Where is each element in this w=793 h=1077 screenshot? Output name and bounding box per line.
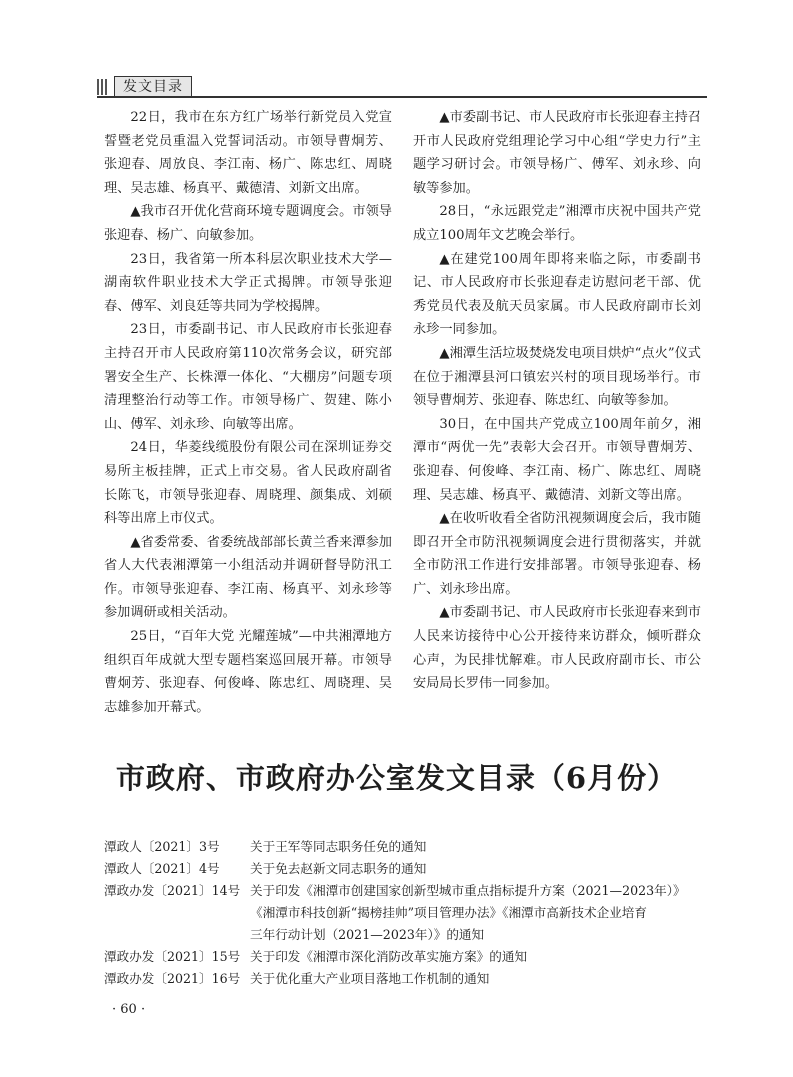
- document-list: [104, 836, 704, 990]
- document-title: 关于印发《湘潭市深化消防改革实施方案》的通知: [250, 949, 528, 964]
- news-paragraph: 25日，“百年大党 光耀莲城”—中共湘潭地方组织百年成就大型专题档案巡回展开幕。市领导曹炯芳、张迎春、何俊峰、陈忠红、周晓理、吴志雄参加开幕式。: [104, 629, 392, 715]
- document-title-continued: 三年行动计划（2021—2023年）》的通知: [250, 927, 485, 942]
- document-title: 关于免去赵新文同志职务的通知: [250, 861, 427, 876]
- document-number: 潭政人〔2021〕4号: [104, 861, 220, 876]
- news-paragraph: ▲我市召开优化营商环境专题调度会。市领导张迎春、杨广、向敏参加。: [104, 204, 392, 243]
- document-entry: [104, 880, 704, 946]
- document-title: 关于印发《湘潭市创建国家创新型城市重点指标提升方案（2021—2023年）》: [250, 883, 686, 898]
- news-paragraph: 22日，我市在东方红广场举行新党员入党宣誓暨老党员重温入党誓词活动。市领导曹炯芳、张迎春、周放良、李江南、杨广、陈忠红、周晓理、吴志雄、杨真平、戴德清、刘新文出席。: [104, 110, 392, 196]
- news-paragraph: ▲在建党100周年即将来临之际，市委副书记、市人民政府市长张迎春走访慰问老干部、优秀党员代表及航天员家属。市人民政府副市长刘永珍一同参加。: [413, 251, 701, 338]
- news-paragraph: ▲市委副书记、市人民政府市长张迎春来到市人民来访接待中心公开接待来访群众，倾听群众心声，为民排忧解难。市人民政府副市长、市公安局局长罗伟一同参加。: [413, 605, 701, 692]
- document-entry: [104, 968, 704, 990]
- document-entry: [104, 858, 704, 880]
- section-tag: 发文目录: [114, 76, 192, 98]
- document-entry: [104, 946, 704, 968]
- document-title: 关于王军等同志职务任免的通知: [250, 839, 427, 854]
- document-list-title: 市政府、市政府办公室发文目录（6月份）: [115, 761, 678, 795]
- section-header: [97, 76, 707, 98]
- news-paragraph: 24日，华菱线缆股份有限公司在深圳证券交易所主板挂牌，正式上市交易。省人民政府副省长陈飞，市领导张迎春、周晓理、颜集成、刘硕科等出席上市仪式。: [104, 440, 392, 527]
- document-entry: [104, 836, 704, 858]
- document-title-continued: 《湘潭市科技创新“揭榜挂帅”项目管理办法》《湘潭市高新技术企业培育: [250, 905, 647, 920]
- document-number: 潭政办发〔2021〕15号: [104, 949, 241, 964]
- right-column: [413, 106, 701, 696]
- news-paragraph: 30日，在中国共产党成立100周年前夕，湘潭市“两优一先”表彰大会召开。市领导曹炯芳、张迎春、何俊峰、李江南、杨广、陈忠红、周晓理、吴志雄、杨真平、戴德清、刘新文等出席。: [413, 416, 701, 503]
- news-paragraph: 23日，我省第一所本科层次职业技术大学—湖南软件职业技术大学正式揭牌。市领导张迎春、傅军、刘良廷等共同为学校揭牌。: [104, 251, 392, 314]
- news-paragraph: ▲在收听收看全省防汛视频调度会后，我市随即召开全市防汛视频调度会进行贯彻落实，并就全市防汛工作进行安排部署。市领导张迎春、杨广、刘永珍出席。: [413, 511, 701, 597]
- document-number: 潭政办发〔2021〕14号: [104, 883, 241, 898]
- header-rule: [97, 96, 707, 98]
- news-paragraph: ▲湘潭生活垃圾焚烧发电项目烘炉“点火”仪式在位于湘潭县河口镇宏兴村的项目现场举行。市领导曹炯芳、张迎春、陈忠红、向敏等参加。: [413, 345, 701, 409]
- document-number: 潭政办发〔2021〕16号: [104, 971, 241, 986]
- news-paragraph: 28日，“永远跟党走”湘潭市庆祝中国共产党成立100周年文艺晚会举行。: [413, 204, 701, 243]
- document-title: 关于优化重大产业项目落地工作机制的通知: [250, 971, 490, 986]
- news-paragraph: 23日，市委副书记、市人民政府市长张迎春主持召开市人民政府第110次常务会议，研究部署安全生产、长株潭一体化、“大棚房”问题专项清理整治行动等工作。市领导杨广、贺建、陈小山、傅军、刘永珍、向敏等出席。: [104, 322, 392, 432]
- document-number: 潭政人〔2021〕3号: [104, 839, 220, 854]
- news-paragraph: ▲市委副书记、市人民政府市长张迎春主持召开市人民政府党组理论学习中心组“学史力行”主题学习研讨会。市领导杨广、傅军、刘永珍、向敏等参加。: [413, 110, 701, 196]
- left-column: [104, 106, 392, 719]
- news-paragraph: ▲省委常委、省委统战部部长黄兰香来潭参加省人大代表湘潭第一小组活动并调研督导防汛工作。市领导张迎春、李江南、杨真平、刘永珍等参加调研或相关活动。: [104, 534, 392, 621]
- page-number: · 60 ·: [112, 1002, 146, 1017]
